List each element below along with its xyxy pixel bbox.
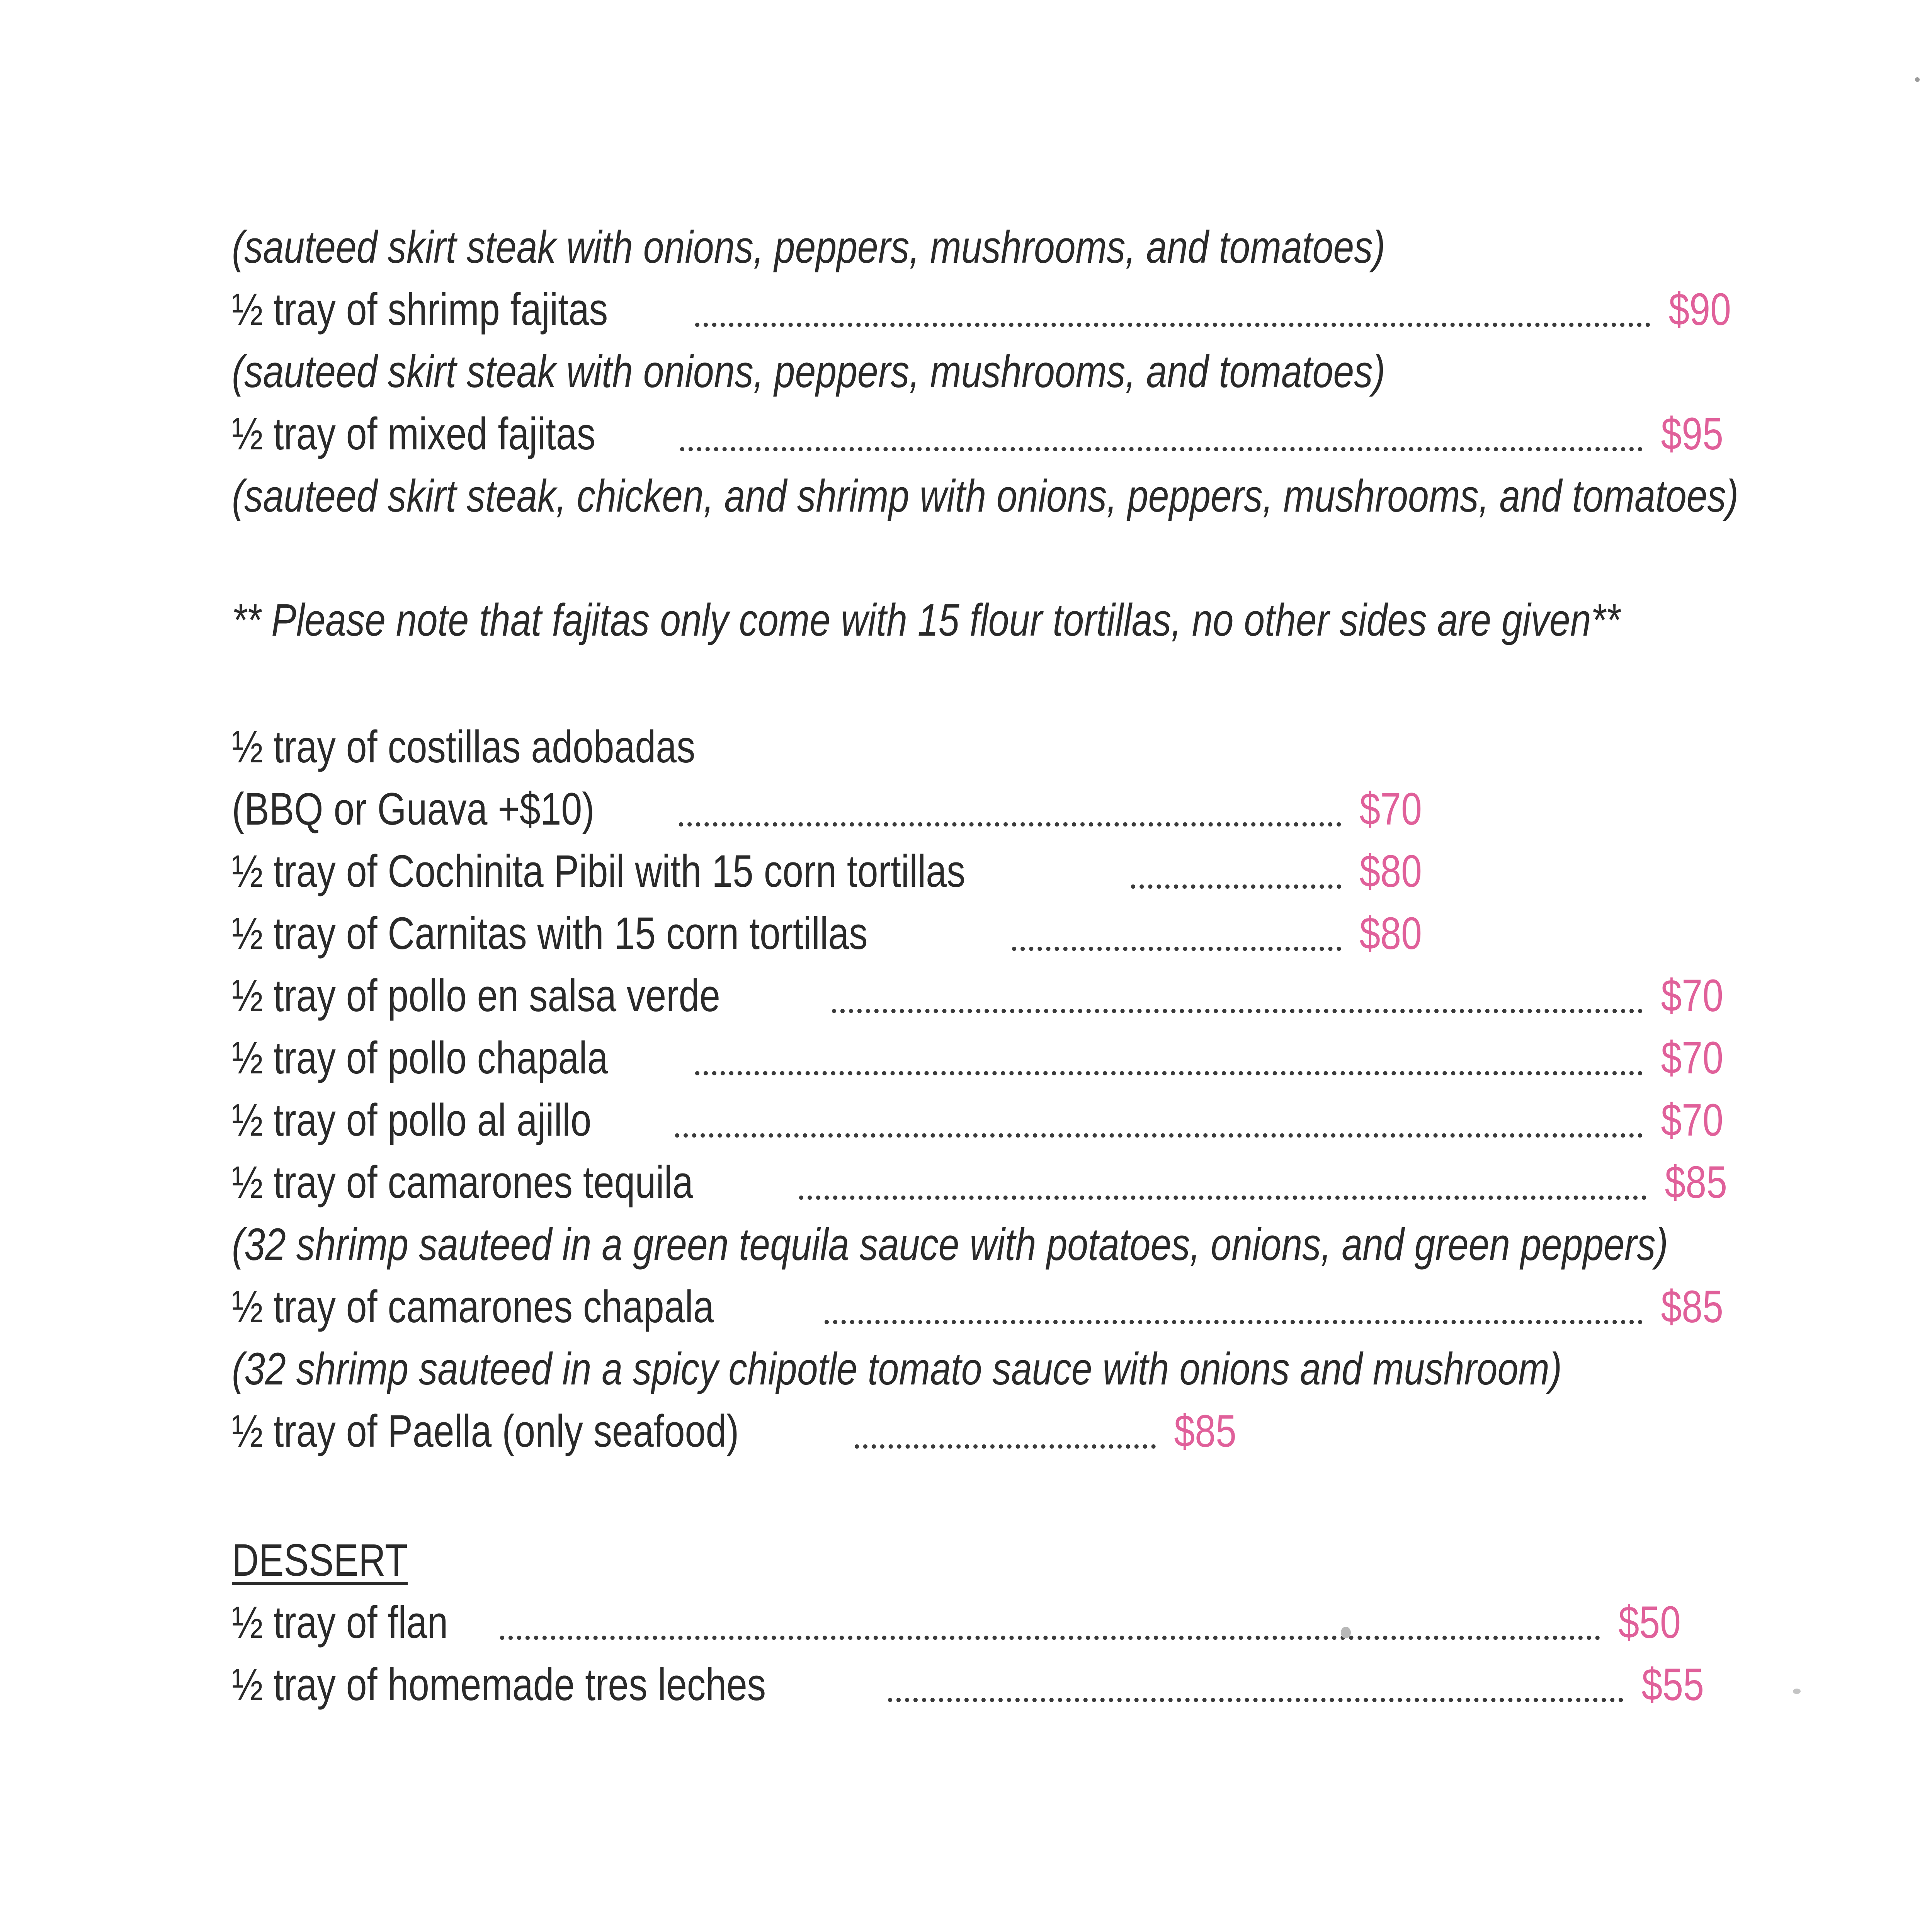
fajitas-note: ** Please note that fajitas only come with 15 flour tortillas, no other sides are given** xyxy=(232,595,1620,646)
leader-dots xyxy=(825,1320,1643,1324)
leader-dots xyxy=(832,1009,1643,1013)
item-price: $55 xyxy=(1641,1659,1704,1710)
leader-dots xyxy=(680,447,1643,451)
item-price: $95 xyxy=(1661,408,1723,459)
scan-speck xyxy=(1915,77,1920,82)
item-name: ½ tray of pollo en salsa verde xyxy=(232,970,720,1021)
menu-item-mixed-fajitas xyxy=(232,405,1723,463)
menu-item-pollo-chapala xyxy=(232,1029,1723,1087)
desc-line: (sauteed skirt steak, chicken, and shrimp with onions, peppers, mushrooms, and tomatoes) xyxy=(232,471,1739,522)
item-price: $50 xyxy=(1618,1597,1681,1648)
item-name: ½ tray of pollo chapala xyxy=(232,1032,608,1083)
item-name: ½ tray of camarones chapala xyxy=(232,1281,714,1332)
menu-item-carnitas xyxy=(232,905,1422,963)
leader-dots xyxy=(1012,947,1341,951)
item-price: $80 xyxy=(1359,908,1422,959)
item-price: $70 xyxy=(1661,1032,1723,1083)
scan-speck xyxy=(1793,1689,1801,1694)
leader-dots xyxy=(695,323,1650,327)
menu-item-pollo-salsa-verde xyxy=(232,967,1723,1025)
item-name: (BBQ or Guava +$10) xyxy=(232,784,595,835)
item-name: ½ tray of mixed fajitas xyxy=(232,408,596,459)
item-name: ½ tray of shrimp fajitas xyxy=(232,284,608,335)
menu-item-cochinita-pibil xyxy=(232,842,1422,900)
menu-item-pollo-ajillo xyxy=(232,1091,1723,1149)
item-price: $90 xyxy=(1668,284,1731,335)
item-name: ½ tray of pollo al ajillo xyxy=(232,1095,592,1146)
desc-line: (sauteed skirt steak with onions, peppers, mushrooms, and tomatoes) xyxy=(232,222,1385,273)
item-price: $85 xyxy=(1174,1406,1236,1457)
item-name: ½ tray of Cochinita Pibil with 15 corn tortillas xyxy=(232,846,966,897)
leader-dots xyxy=(675,1133,1643,1138)
item-name: ½ tray of homemade tres leches xyxy=(232,1659,766,1710)
menu-item-costillas-option xyxy=(232,780,1422,838)
desc-line: (32 shrimp sauteed in a green tequila sauce with potatoes, onions, and green peppers) xyxy=(232,1219,1668,1270)
leader-dots xyxy=(888,1698,1624,1702)
leader-dots xyxy=(679,822,1342,827)
item-name: ½ tray of camarones tequila xyxy=(232,1157,694,1208)
item-price: $85 xyxy=(1661,1281,1723,1332)
menu-item-costillas: ½ tray of costillas adobadas xyxy=(232,721,696,772)
leader-dots xyxy=(1131,884,1341,889)
menu-item-paella xyxy=(232,1402,1236,1460)
item-name: ½ tray of Paella (only seafood) xyxy=(232,1406,739,1457)
leader-dots xyxy=(799,1196,1646,1200)
item-name: ½ tray of Carnitas with 15 corn tortillas xyxy=(232,908,868,959)
menu-item-flan xyxy=(232,1594,1681,1651)
item-name: ½ tray of flan xyxy=(232,1597,448,1648)
menu-item-tres-leches xyxy=(232,1656,1704,1714)
leader-dots xyxy=(695,1071,1643,1075)
item-price: $70 xyxy=(1661,970,1723,1021)
leader-dots xyxy=(855,1444,1156,1449)
item-price: $85 xyxy=(1665,1157,1727,1208)
dessert-heading: DESSERT xyxy=(232,1535,408,1586)
menu-item-shrimp-fajitas xyxy=(232,281,1731,338)
menu-item-camarones-chapala xyxy=(232,1278,1723,1336)
leader-dots xyxy=(500,1636,1600,1640)
item-price: $80 xyxy=(1359,846,1422,897)
scan-speck xyxy=(1341,1627,1351,1638)
desc-line: (sauteed skirt steak with onions, peppers, mushrooms, and tomatoes) xyxy=(232,346,1385,397)
menu-item-camarones-tequila xyxy=(232,1153,1727,1211)
item-price: $70 xyxy=(1661,1095,1723,1146)
item-price: $70 xyxy=(1359,784,1422,835)
desc-line: (32 shrimp sauteed in a spicy chipotle tomato sauce with onions and mushroom) xyxy=(232,1344,1562,1395)
